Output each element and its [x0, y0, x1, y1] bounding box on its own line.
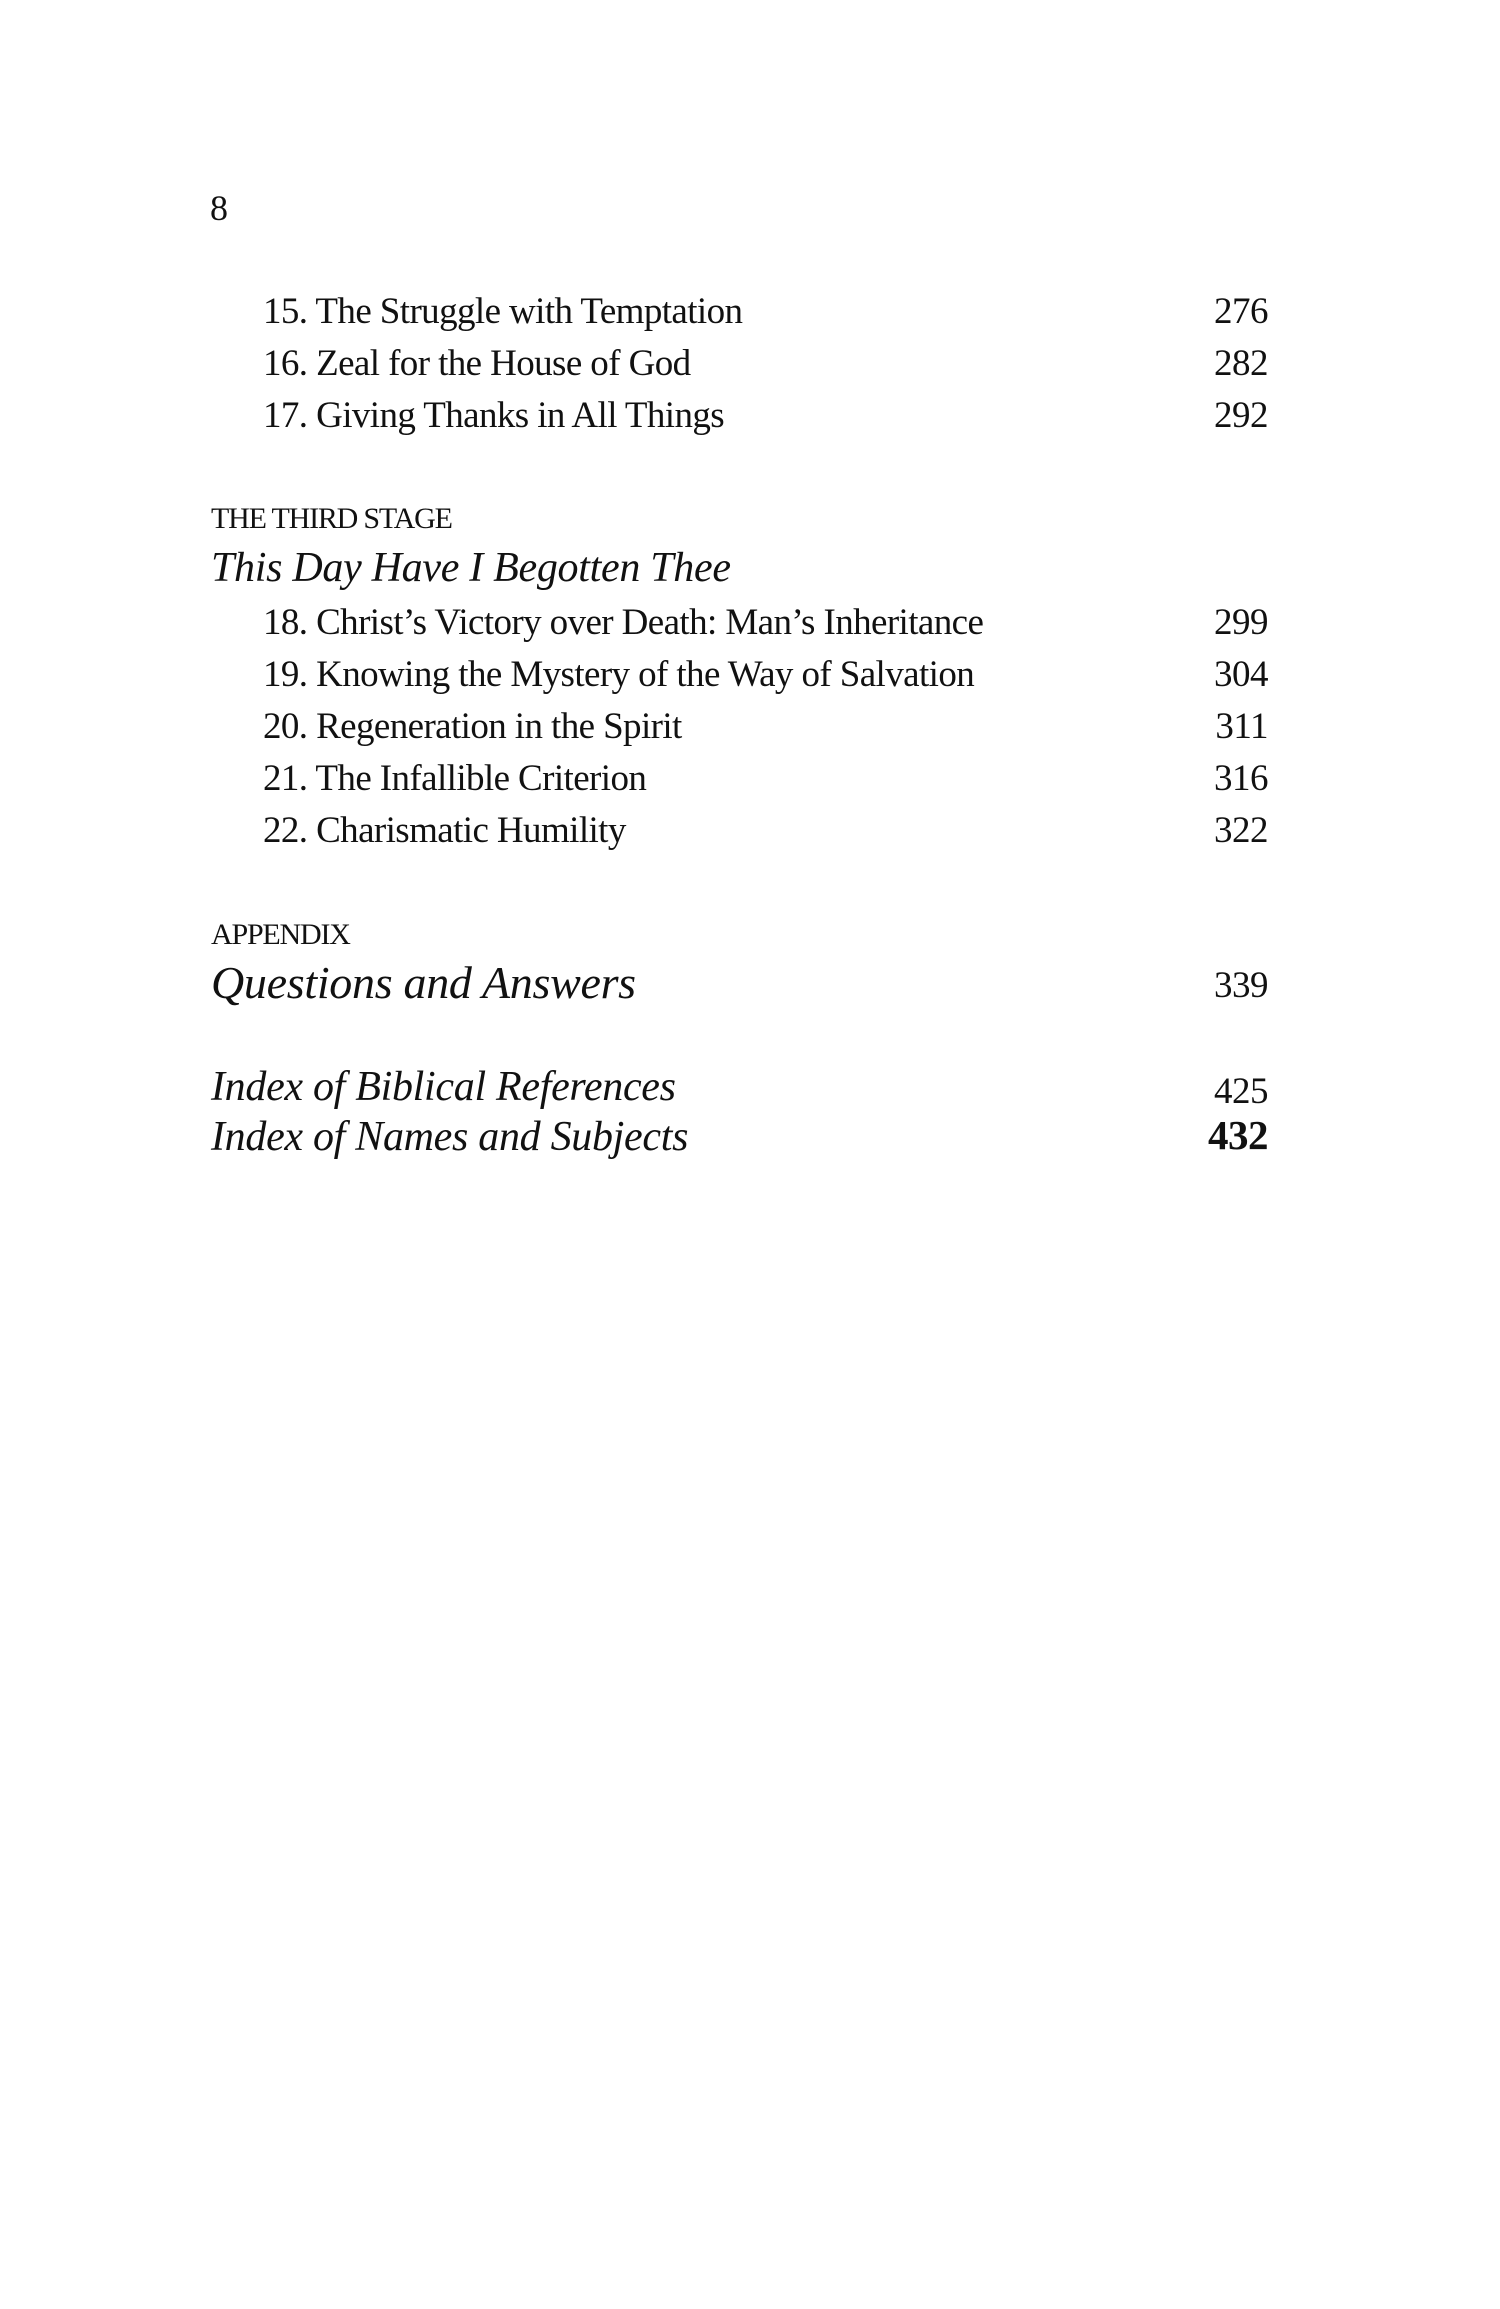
toc-entry-page: 299 — [1214, 602, 1268, 643]
section-label: THE THIRD STAGE — [211, 502, 452, 535]
toc-entry-title[interactable]: 17. Giving Thanks in All Things — [263, 395, 725, 436]
toc-entry-title[interactable]: 20. Regeneration in the Spirit — [263, 706, 682, 747]
toc-entry-page: 311 — [1215, 706, 1268, 747]
toc-entry-title[interactable]: 15. The Struggle with Temptation — [263, 291, 743, 332]
toc-entry-page: 322 — [1214, 810, 1268, 851]
toc-entry-title[interactable]: 16. Zeal for the House of God — [263, 343, 691, 384]
toc-entry-title[interactable]: 19. Knowing the Mystery of the Way of Salvation — [263, 654, 975, 695]
toc-entry-page: 276 — [1214, 291, 1268, 332]
toc-entry-title[interactable]: 22. Charismatic Humility — [263, 810, 626, 851]
toc-entry-title[interactable]: 18. Christ’s Victory over Death: Man’s Inheritance — [263, 602, 984, 643]
section-title[interactable]: This Day Have I Begotten Thee — [211, 545, 731, 591]
toc-entry-page: 339 — [1214, 965, 1268, 1006]
index-title[interactable]: Index of Biblical References — [211, 1064, 676, 1110]
toc-entry-title[interactable]: 21. The Infallible Criterion — [263, 758, 647, 799]
section-title[interactable]: Questions and Answers — [211, 957, 636, 1008]
toc-entry-page: 425 — [1214, 1071, 1268, 1112]
page-number: 8 — [210, 188, 228, 228]
toc-entry-page: 304 — [1214, 654, 1268, 695]
toc-entry-page: 316 — [1214, 758, 1268, 799]
toc-entry-page: 432 — [1208, 1112, 1268, 1158]
toc-entry-page: 292 — [1214, 395, 1268, 436]
toc-entry-page: 282 — [1214, 343, 1268, 384]
section-label: APPENDIX — [211, 918, 350, 951]
index-title[interactable]: Index of Names and Subjects — [211, 1114, 689, 1160]
